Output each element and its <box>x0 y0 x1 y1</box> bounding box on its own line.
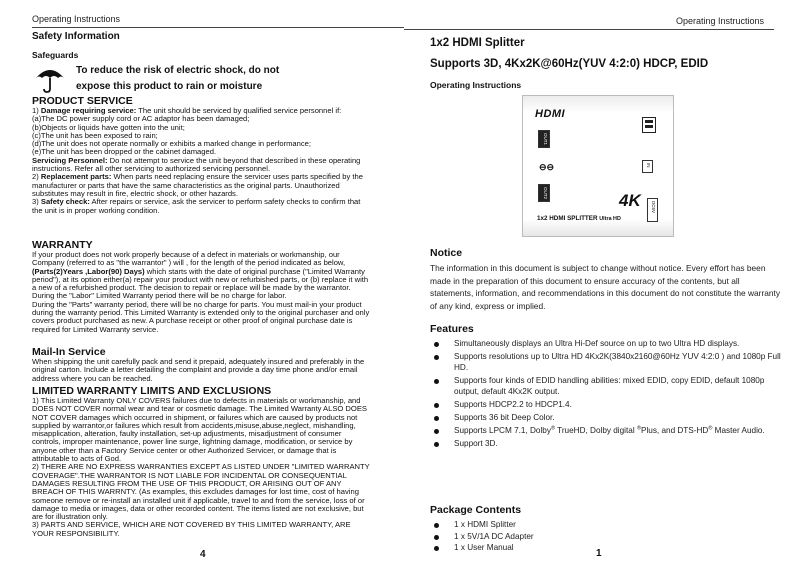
model-label: 1x2 HDMI SPLITTER Ultra HD <box>537 215 621 222</box>
servicing-personnel: Servicing Personnel: Do not attempt to service the unit beyond that described in these operating instructions. Refer all other servicing to authorized servicing personnel. <box>32 155 361 174</box>
condition-a: (a)The DC power supply cord or AC adaptor has been damaged; <box>32 114 250 124</box>
service-item-2: 2) Replacement parts: When parts need replacing ensure the servicer uses parts specified by the manufacturer or parts that have the same characteristics as the original parts. Unauthorized substitutes may result in fire, electric shock, or other hazards. <box>32 172 363 198</box>
left-running-header: Operating Instructions <box>32 14 121 24</box>
warning-line-1: To reduce the risk of electric shock, do not <box>76 65 280 76</box>
safety-title: Safety Information <box>32 31 120 42</box>
in-indicator <box>642 160 653 173</box>
feature-item: Support 3D. <box>430 439 782 450</box>
warranty-section <box>32 240 372 334</box>
package-item: 1 x User Manual <box>430 543 782 554</box>
condition-d: (d)The unit does not operate normally or exhibits a marked change in performance; <box>32 139 312 149</box>
notice-text: The information in this document is subject to change without notice. Every effort has been made in the preparation of this document to ensure accuracy of the contents, but all statements, information, and recommendations in this document do not constitute the warranty of any kind, express or implied. <box>430 263 781 311</box>
right-page <box>404 0 808 562</box>
limits-section <box>32 386 372 538</box>
in-label: IN <box>646 163 651 168</box>
warranty-parts: During the "Parts" warranty period, there will be no charge for parts. You must mail-in your product during the warranty period. This Limited Warranty is extended only to the original purchaser and only covers product purchased as new. A purchase receipt or other proof of original purchase date is required for Limited Warranty service. <box>32 299 370 334</box>
right-page-number: 1 <box>596 548 602 559</box>
features-heading: Features <box>430 323 474 335</box>
package-list <box>430 520 782 554</box>
device-image <box>522 95 674 237</box>
out2-indicator <box>538 184 550 202</box>
limits-text-3: 3) PARTS AND SERVICE, WHICH ARE NOT COVERED BY THIS LIMITED WARRANTY, ARE YOUR RESPONSIBILITY. <box>32 520 351 538</box>
left-header-rule <box>32 27 404 28</box>
features-section <box>430 323 782 453</box>
dc-port <box>647 198 658 222</box>
feature-item: Supports HDCP2.2 to HDCP1.4. <box>430 400 782 411</box>
notice-section <box>430 247 782 312</box>
condition-c: (c)The unit has been exposed to rain; <box>32 130 158 140</box>
out1-indicator <box>538 130 550 148</box>
right-running-header: Operating Instructions <box>676 16 765 26</box>
left-page-number: 4 <box>200 549 206 560</box>
warning-line-2: expose this product to rain or moisture <box>76 81 263 92</box>
product-title: 1x2 HDMI Splitter <box>430 37 525 49</box>
service-item-3: 3) Safety check: After repairs or service, ask the servicer to perform safety checks to confirm that the unit is in proper working condition. <box>32 197 361 215</box>
warranty-labor: During the "Labor" Limited Warranty period there will be no charge for labor. <box>32 291 287 301</box>
right-header-rule <box>404 29 774 30</box>
package-heading: Package Contents <box>430 504 522 516</box>
mail-in-text: When shipping the unit carefully pack and send it prepaid, adequately insured and preferably in the original carton. Include a letter detailing the complaint and provide a day time phone and/or email address where you can be reached. <box>32 357 365 383</box>
service-item-1: 1) Damage requiring service: The unit should be serviced by qualified service personnel if: <box>32 106 342 115</box>
warranty-heading: WARRANTY <box>32 239 93 251</box>
dc-label: DC5V <box>651 201 656 214</box>
umbrella-icon <box>34 64 66 94</box>
product-service-heading: PRODUCT SERVICE <box>32 95 133 107</box>
mail-in-heading: Mail-In Service <box>32 346 106 358</box>
limits-heading: LIMITED WARRANTY LIMITS AND EXCLUSIONS <box>32 385 272 397</box>
condition-b: (b)Objects or liquids have gotten into the unit; <box>32 122 185 132</box>
out2-label: OUT2 <box>543 187 548 200</box>
out1-label: OUT1 <box>543 133 548 146</box>
link-icon: ⊖⊖ <box>539 162 555 172</box>
feature-item: Simultaneously displays an Ultra Hi-Def source on up to two Ultra HD displays. <box>430 339 782 350</box>
edid-switch <box>642 117 656 133</box>
badge-4k: 4K <box>619 191 641 210</box>
product-subtitle: Supports 3D, 4Kx2K@60Hz(YUV 4:2:0) HDCP, EDID <box>430 58 709 70</box>
package-section <box>430 504 782 555</box>
operating-instructions-label: Operating Instructions <box>430 80 522 90</box>
feature-item: Supports resolutions up to Ultra HD 4Kx2K(3840x2160@60Hz YUV 4:2:0 ) and 1080p Full HD. <box>430 352 782 373</box>
limits-text-2: 2) THERE ARE NO EXPRESS WARRANTIES EXCEPT AS LISTED UNDER "LIMITED WARRANTY COVERAGE".THE WARRANTOR IS NOT LIABLE FOR INCIDENTAL OR CONSEQUENTIAL DAMAGES RESULTING FROM THE USE OF THIS PRODUCT, OR ARISING OUT OF ANY BREACH OF THIS WARRNTY. (As examples, this excludes damages for lost time, cost of having someone remove or re-install an installed unit if applicable, travel to and from the service, loss of or damage to media or images, data or other recorded content. The items listed are not exclusive, but are for illustration only. <box>32 462 370 522</box>
feature-item: Supports four kinds of EDID handling abilities: mixed EDID, copy EDID, default 1080p output, default 4Kx2K output. <box>430 376 782 397</box>
feature-item: Supports 36 bit Deep Color. <box>430 413 782 424</box>
package-item: 1 x HDMI Splitter <box>430 520 782 531</box>
product-service-section <box>32 96 372 215</box>
device-hdmi-logo: HDMI <box>535 108 566 120</box>
safeguards-label: Safeguards <box>32 50 79 60</box>
notice-heading: Notice <box>430 247 463 259</box>
features-list <box>430 339 782 450</box>
mail-in-section <box>32 347 372 383</box>
package-item: 1 x 5V/1A DC Adapter <box>430 532 782 543</box>
condition-e: (e)The unit has been dropped or the cabinet damaged. <box>32 147 217 157</box>
warranty-text: If your product does not work properly because of a defect in materials or workmanship, our Company (referred to as "the warrantor" ) will , for the length of the period indicated as below, (Parts(2)Years ,Labor(90) Days) which starts with the date of original purchase ("Limited Warranty period"), at its option either(a) repair your product with new or refurbished parts, or (b) replace it with a new of a refurbished product. The decision to repair or replace will be made by the warrantor. <box>32 250 369 293</box>
feature-item-audio: Supports LPCM 7.1, Dolby® TrueHD, Dolby digital ®Plus, and DTS-HD® Master Audio. <box>430 426 782 437</box>
limits-text-1: 1) This Limited Warranty ONLY COVERS failures due to defects in materials or workmanship, and DOES NOT COVER normal wear and tear or cosmetic damage. The Limited Warranty ALSO DOES NOT COVER damages which occurred in shipment, or failures which are caused by products not supplied by warrantor,or failures which result from accidents,misuse,abuse,neglect, mishandling, misapplication, alteration, faulty installation, set-up adjustments, misadjustment of consumer controls, improper maintenance, power line surge, lightning damage, modification, or service by anyone other than a Factory Service center or other Authorized Servicer, or damage that is attributable to acts of God. <box>32 396 367 464</box>
